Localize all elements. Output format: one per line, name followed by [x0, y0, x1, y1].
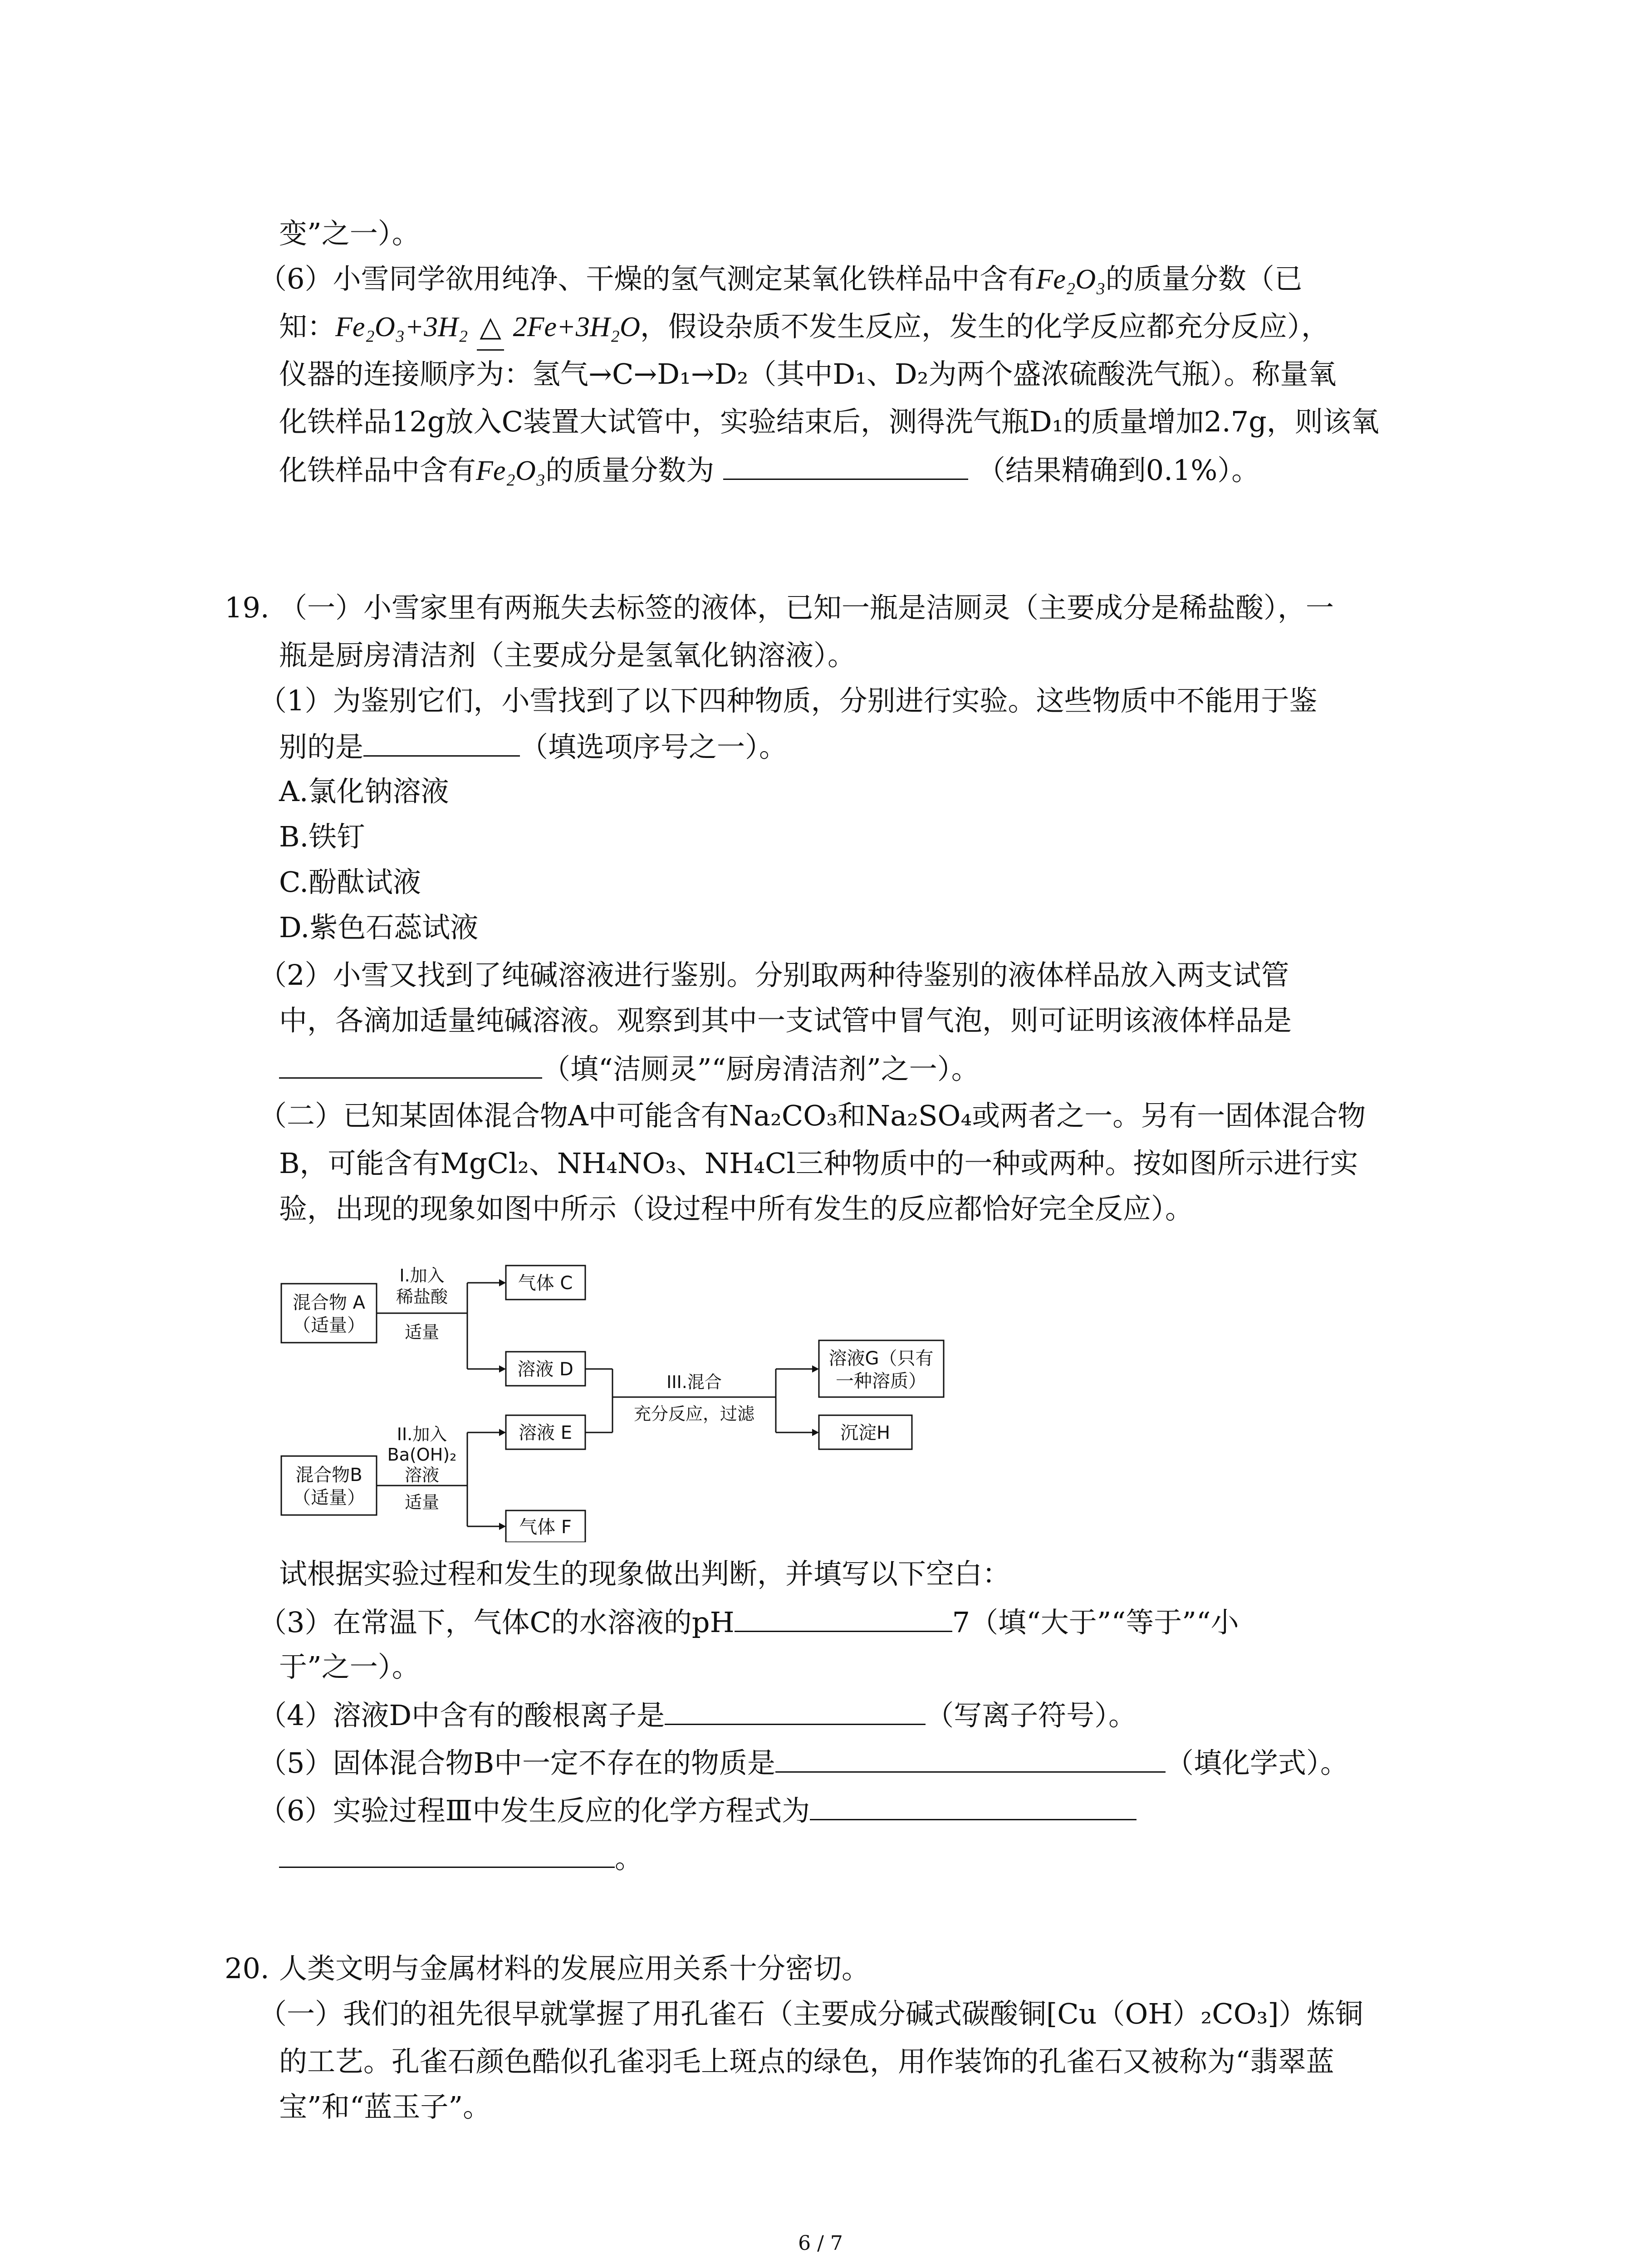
solution-g-label: 溶液G（只有	[828, 1348, 934, 1369]
text: （2）小雪又找到了纯碱溶液进行鉴别。分别取两种待鉴别的液体样品放入两支试管	[259, 958, 1289, 992]
text: 宝”和“蓝玉子”。	[279, 2090, 491, 2123]
text: （结果精确到0.1%）。	[977, 454, 1260, 487]
text-line	[279, 304, 1329, 351]
step1-amount: 适量	[404, 1322, 440, 1342]
text-line	[279, 1186, 1193, 1232]
gas-f-label: 气体 F	[519, 1517, 572, 1538]
text-line	[279, 2039, 1334, 2084]
text: （5）固体混合物B中一定不存在的物质是	[259, 1746, 776, 1779]
text: （填选项序号之一）。	[520, 730, 788, 763]
text: （写离子符号）。	[926, 1699, 1137, 1732]
text: ，假设杂质不发生反应，发生的化学反应都充分反应），	[640, 310, 1329, 343]
option-a: A.氯化钠溶液	[279, 775, 449, 808]
text: 。	[615, 1842, 643, 1875]
experiment-flow-diagram	[277, 1261, 957, 1542]
text-line	[279, 723, 787, 770]
step1-label: I.加入	[399, 1266, 445, 1286]
formula: Fe₂O₃	[1036, 264, 1106, 295]
formula: Fe₂O₃+3H₂	[335, 312, 468, 342]
option-c: C.酚酞试液	[279, 865, 421, 899]
text-line	[279, 352, 1337, 397]
option-b: B.铁钉	[279, 820, 365, 853]
text-line	[259, 678, 1317, 723]
answer-blank[interactable]	[723, 447, 968, 480]
text-line	[279, 633, 856, 678]
text: （填“洁厕灵”“厨房清洁剂”之一）。	[542, 1052, 980, 1085]
text: （一）小雪家里有两瓶失去标签的液体，已知一瓶是洁厕灵（主要成分是稀盐酸），一	[279, 591, 1334, 624]
text-line	[259, 256, 1303, 302]
solution-e-label: 溶液 E	[519, 1422, 572, 1443]
text-line	[259, 1787, 1136, 1833]
answer-blank[interactable]	[775, 1740, 1166, 1773]
text: 仪器的连接顺序为：氢气→C→D₁→D₂（其中D₁、D₂为两个盛浓硫酸洗气瓶）。称量氧	[279, 357, 1337, 391]
text: 人类文明与金属材料的发展应用关系十分密切。	[279, 1952, 870, 1985]
text-line	[259, 1093, 1366, 1139]
step1-reagent: 稀盐酸	[396, 1287, 448, 1307]
text: 瓶是厨房清洁剂（主要成分是氢氧化钠溶液）。	[279, 639, 856, 672]
text: 别的是	[279, 730, 364, 763]
mixture-b-sub: （适量）	[293, 1487, 365, 1508]
formula: Fe₂O₃	[476, 455, 546, 486]
formula: 2Fe+3H₂O	[513, 312, 640, 342]
mixture-a-label: 混合物 A	[292, 1292, 366, 1313]
question-number: 19.	[225, 591, 269, 624]
step3-desc: 充分反应，过滤	[633, 1404, 755, 1424]
solution-g-sub: 一种溶质）	[836, 1371, 926, 1392]
text: 知：	[279, 310, 336, 343]
text: B，可能含有MgCl₂、NH₄NO₃、NH₄Cl三种物质中的一种或两种。按如图所示进行实	[279, 1147, 1358, 1180]
text: 中，各滴加适量纯碱溶液。观察到其中一支试管中冒气泡，则可证明该液体样品是	[279, 1004, 1292, 1037]
step2-label: II.加入	[397, 1424, 447, 1444]
step2-amount: 适量	[404, 1492, 440, 1512]
step3-label: III.混合	[666, 1372, 722, 1392]
text: 7（填“大于”“等于”“小	[952, 1606, 1239, 1639]
text: 化铁样品12g放入C装置大试管中，实验结束后，测得洗气瓶D₁的质量增加2.7g，则该氧	[279, 405, 1379, 438]
text-line	[279, 447, 1259, 494]
text-line	[259, 1740, 1348, 1786]
mixture-a-sub: （适量）	[293, 1315, 365, 1336]
question-number: 20.	[225, 1952, 269, 1985]
text: 的质量分数为	[545, 454, 715, 487]
condition-symbol: △	[477, 304, 504, 351]
text: 的质量分数（已	[1105, 262, 1303, 295]
text-line	[279, 211, 420, 256]
answer-blank[interactable]	[735, 1599, 952, 1632]
text: 验，出现的现象如图中所示（设过程中所有发生的反应都恰好完全反应）。	[279, 1192, 1194, 1225]
step2-reagent: Ba(OH)₂	[387, 1445, 457, 1465]
answer-blank[interactable]	[810, 1787, 1136, 1820]
text-line	[279, 1141, 1358, 1186]
precipitate-h-label: 沉淀H	[840, 1422, 891, 1443]
text-line	[259, 1692, 1136, 1738]
text: （填化学式）。	[1166, 1746, 1349, 1779]
text: （4）溶液D中含有的酸根离子是	[259, 1699, 665, 1732]
text-line	[279, 1644, 420, 1690]
text: （6）小雪同学欲用纯净、干燥的氢气测定某氧化铁样品中含有	[259, 262, 1036, 295]
answer-blank[interactable]	[665, 1692, 926, 1725]
text-line	[279, 1551, 1010, 1597]
text-line	[279, 1835, 643, 1881]
answer-blank[interactable]	[279, 1835, 615, 1868]
text: 试根据实验过程和发生的现象做出判断，并填写以下空白：	[279, 1557, 1011, 1590]
text: （6）实验过程Ⅲ中发生反应的化学方程式为	[259, 1794, 810, 1827]
text: 变”之一）。	[279, 217, 420, 250]
solution-d-label: 溶液 D	[517, 1359, 573, 1380]
text-line	[279, 2084, 491, 2130]
text: （二）已知某固体混合物A中可能含有Na₂CO₃和Na₂SO₄或两者之一。另有一固体混合物	[259, 1099, 1366, 1132]
answer-blank[interactable]	[279, 1046, 542, 1079]
text: （1）为鉴别它们，小雪找到了以下四种物质，分别进行实验。这些物质中不能用于鉴	[259, 684, 1318, 717]
text-line	[259, 1991, 1363, 2037]
page-number: 6 / 7	[798, 2232, 843, 2255]
gas-c-label: 气体 C	[518, 1273, 573, 1294]
text: 于”之一）。	[279, 1650, 420, 1683]
text-line	[279, 399, 1379, 445]
mixture-b-label: 混合物B	[295, 1465, 362, 1486]
text-line	[279, 585, 1334, 631]
text: 的工艺。孔雀石颜色酷似孔雀羽毛上斑点的绿色，用作装饰的孔雀石又被称为“翡翠蓝	[279, 2045, 1334, 2078]
answer-blank[interactable]	[363, 723, 520, 757]
text-line	[259, 953, 1289, 998]
text-line	[279, 998, 1292, 1043]
text: （3）在常温下，气体C的水溶液的pH	[259, 1606, 735, 1639]
text-line	[279, 1046, 980, 1092]
text-line	[259, 1599, 1239, 1645]
option-d: D.紫色石蕊试液	[279, 911, 479, 944]
text: 化铁样品中含有	[279, 454, 476, 487]
text: （一）我们的祖先很早就掌握了用孔雀石（主要成分碱式碳酸铜[Cu（OH）₂CO₃]）炼铜	[259, 1997, 1363, 2030]
text-line	[279, 1946, 870, 1991]
step2-form: 溶液	[404, 1465, 440, 1485]
